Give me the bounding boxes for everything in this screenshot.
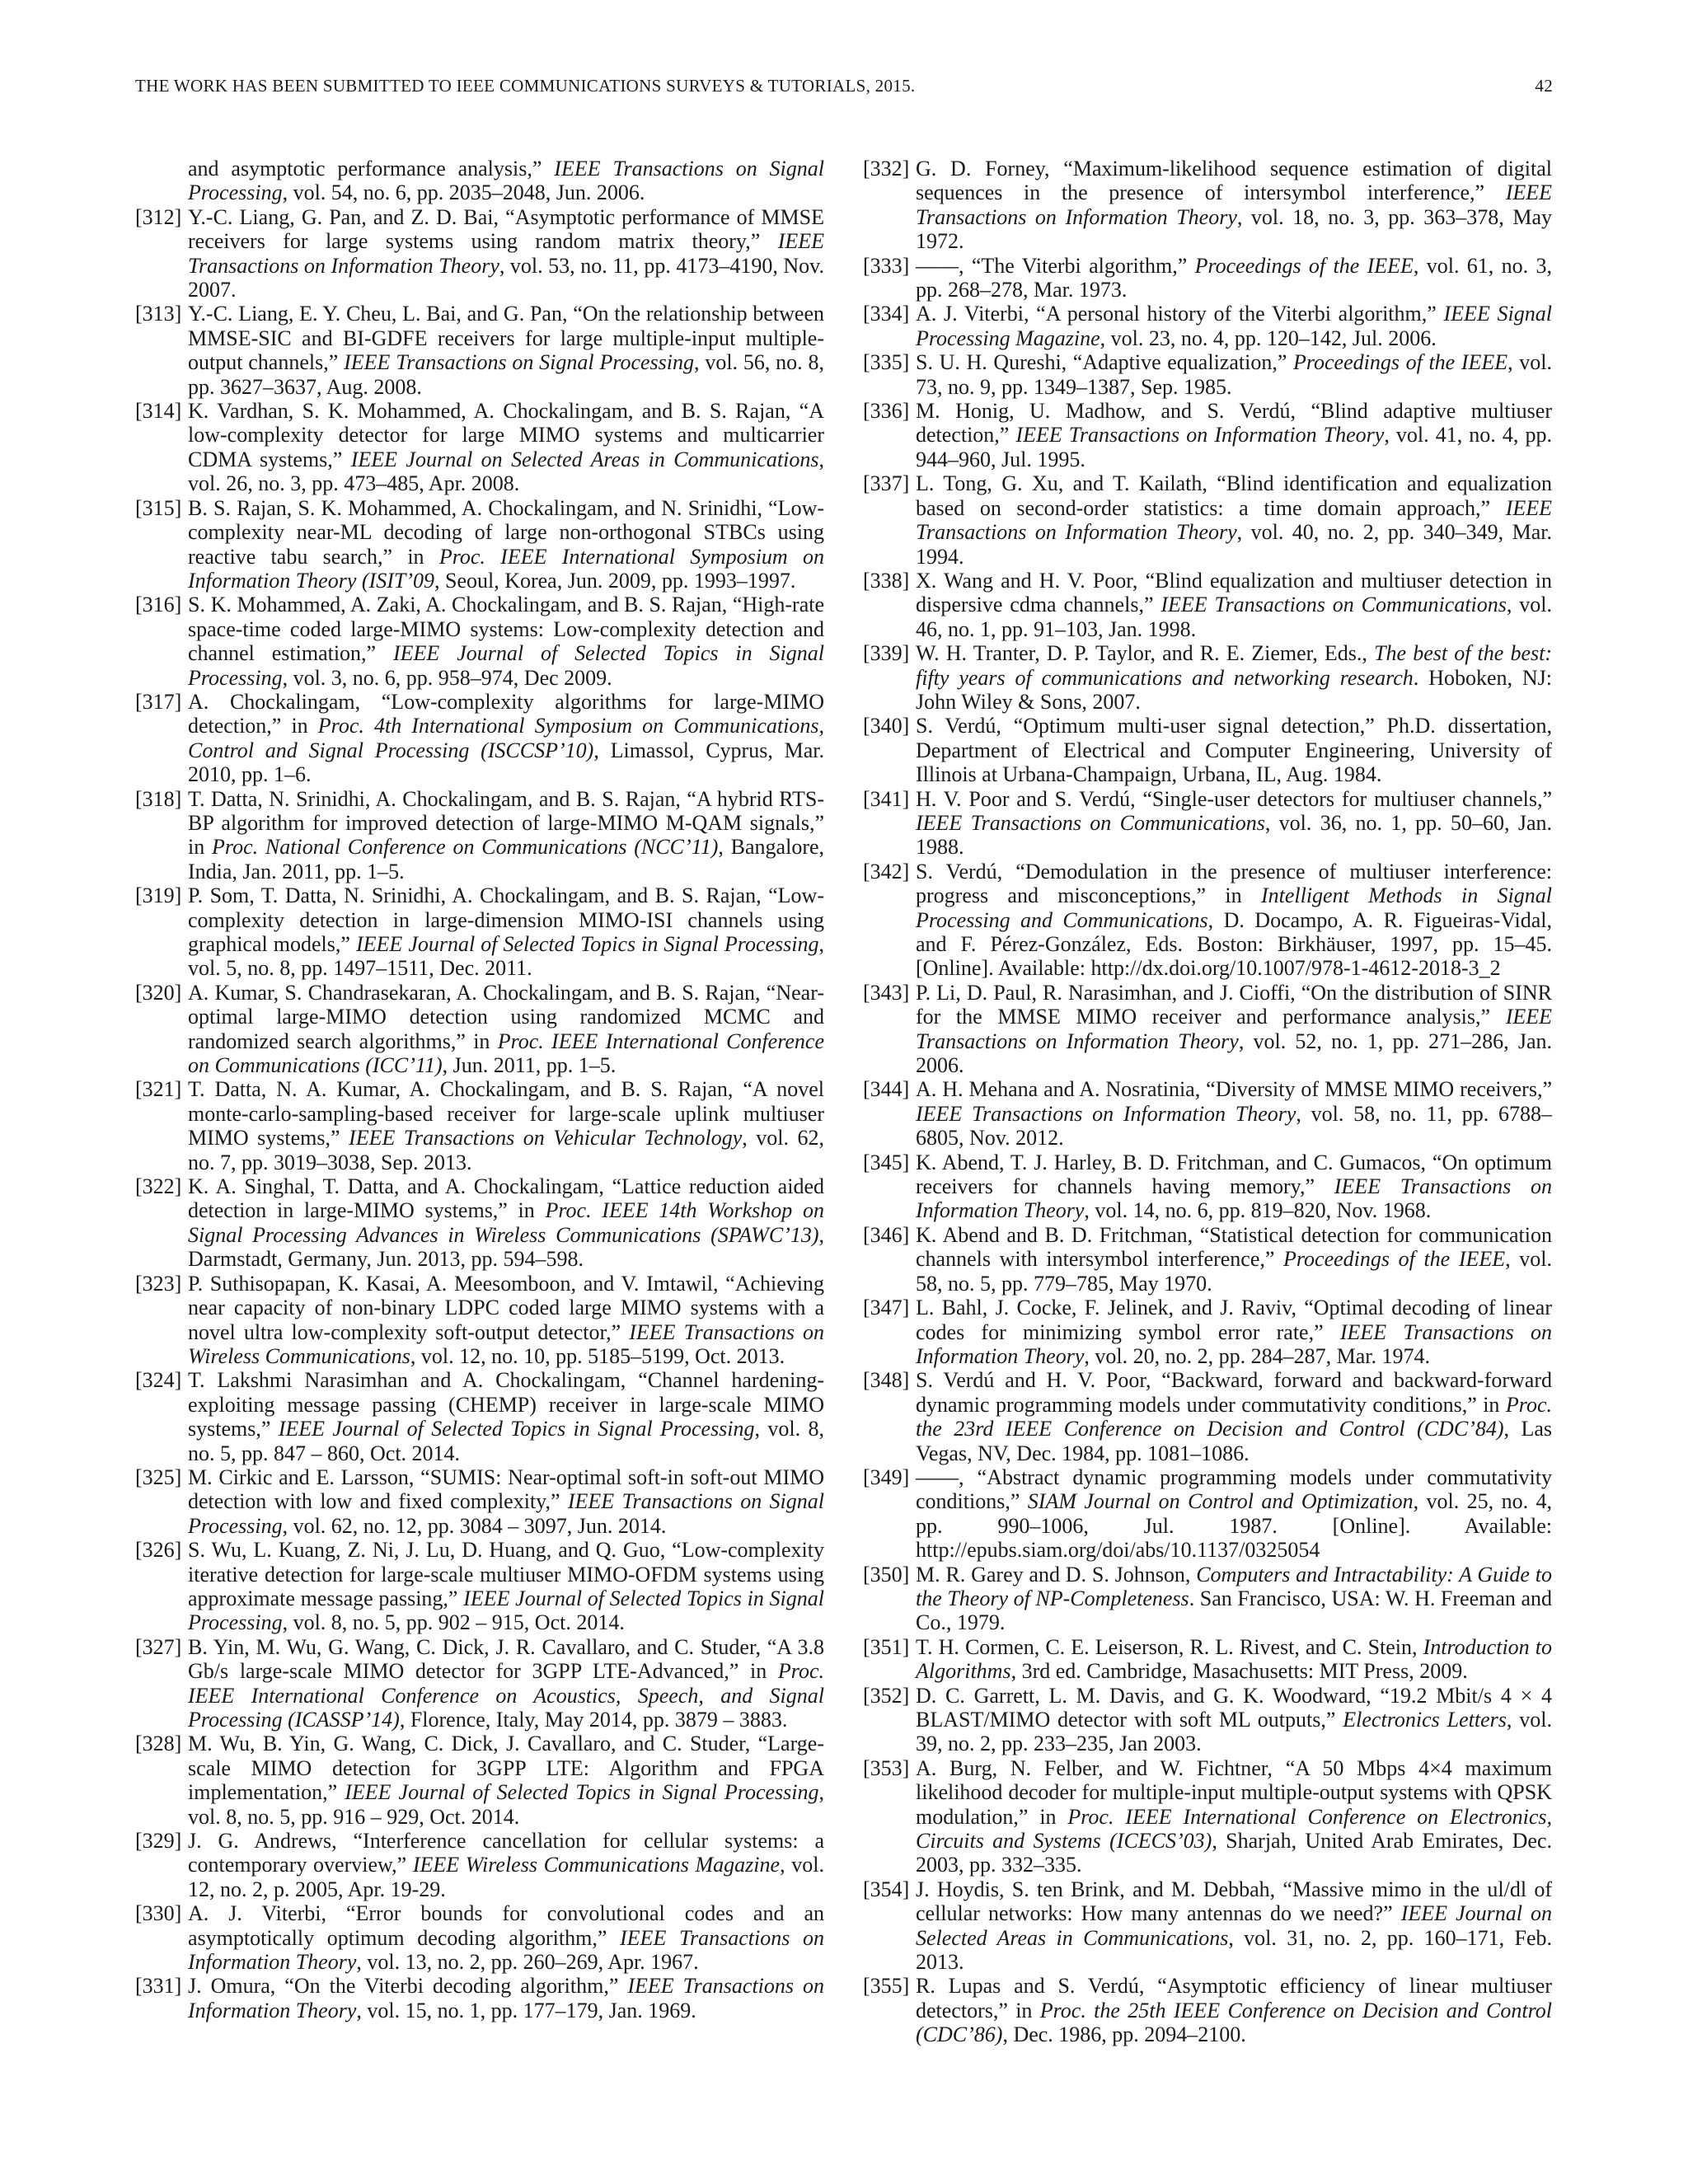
reference-entry <box>135 1829 824 1901</box>
reference-entry <box>135 1272 824 1369</box>
reference-entry <box>135 883 824 981</box>
reference-venue: Proceedings of the IEEE <box>1194 253 1414 278</box>
reference-entry <box>863 1223 1552 1296</box>
reference-venue: IEEE Transactions on Communications <box>1160 593 1507 617</box>
reference-venue: IEEE Transactions on Vehicular Technology <box>349 1126 743 1151</box>
reference-venue: The best of the best: fifty years of communications and networking research <box>916 641 1552 690</box>
reference-number: [346] <box>863 1222 910 1247</box>
reference-venue: Proc. IEEE International Symposium on Information Theory (ISIT’09 <box>188 544 824 593</box>
reference-number: [312] <box>135 204 182 229</box>
reference-text: A. Kumar, S. Chandrasekaran, A. Chockalingam, and B. S. Rajan, “Near-optimal large-MIMO detection using randomized MCMC and randomized search algorithms,” in <box>188 980 824 1053</box>
reference-text: and asymptotic performance analysis,” <box>188 157 555 180</box>
reference-entry <box>863 981 1552 1078</box>
reference-number: [345] <box>863 1150 910 1174</box>
reference-text: A. H. Mehana and A. Nosratinia, “Diversity of MMSE MIMO receivers,” <box>916 1077 1552 1102</box>
reference-venue: Proc. IEEE International Conference on Communications (ICC’11) <box>188 1029 824 1078</box>
reference-text: , vol. 61, no. 3, pp. 268–278, Mar. 1973. <box>916 253 1552 302</box>
reference-entry <box>863 399 1552 471</box>
reference-text: . San Francisco, USA: W. H. Freeman and Co., 1979. <box>916 1586 1553 1635</box>
reference-text: , vol. 46, no. 1, pp. 91–103, Jan. 1998. <box>916 593 1552 641</box>
reference-venue: Computers and Intractability: A Guide to the Theory of NP-Completeness <box>916 1562 1552 1610</box>
reference-venue: IEEE Transactions on Information Theory <box>916 1005 1552 1053</box>
reference-entry <box>135 157 824 205</box>
reference-venue: IEEE Wireless Communications Magazine <box>412 1853 781 1877</box>
reference-number: [337] <box>863 471 910 496</box>
reference-entry <box>863 1296 1552 1368</box>
reference-text: , vol. 20, no. 2, pp. 284–287, Mar. 1974. <box>1084 1343 1430 1368</box>
reference-entry <box>863 787 1552 860</box>
reference-venue: IEEE Transactions on Information Theory <box>188 1974 825 2022</box>
reference-venue: IEEE Transactions on Information Theory <box>916 1319 1553 1368</box>
reference-text: D. C. Garrett, L. M. Davis, and G. K. Woodward, “19.2 Mbit/s 4 × 4 BLAST/MIMO detector with soft ML outputs,” <box>916 1683 1552 1732</box>
reference-text: , vol. 14, no. 6, pp. 819–820, Nov. 1968. <box>1084 1198 1432 1223</box>
references-right-column <box>863 157 1552 2047</box>
reference-venue: IEEE Transactions on Communications <box>916 810 1265 835</box>
reference-text: , vol. 12, no. 2, p. 2005, Apr. 19-29. <box>188 1853 824 1901</box>
reference-text: , D. Docampo, A. R. Figueiras-Vidal, and F. Pérez-González, Eds. Boston: Birkhäuser, 1997, pp. 15–45. [Online]. Available: http://dx.doi.org/10.1007/978-1-4612-2018-3_2 <box>916 907 1552 981</box>
reference-text: ——, “Abstract dynamic programming models under commutativity conditions,” <box>916 1465 1552 1514</box>
reference-number: [338] <box>863 568 910 593</box>
reference-number: [317] <box>135 689 182 714</box>
reference-number: [314] <box>135 399 182 424</box>
reference-number: [318] <box>135 786 182 811</box>
reference-text: , Seoul, Korea, Jun. 2009, pp. 1993–1997. <box>434 568 796 593</box>
running-header <box>135 76 1553 105</box>
reference-text: P. Li, D. Paul, R. Narasimhan, and J. Cioffi, “On the distribution of SINR for the MMSE MIMO receiver and performance analysis,” <box>916 980 1552 1029</box>
reference-text: M. Wu, B. Yin, G. Wang, C. Dick, J. Cavallaro, and C. Studer, “Large-scale MIMO detection for 3GPP LTE: Algorithm and FPGA implementation,” <box>188 1732 824 1805</box>
reference-venue: IEEE Transactions on Information Theory <box>916 1101 1296 1126</box>
reference-entry <box>863 1635 1552 1684</box>
reference-text: , vol. 54, no. 6, pp. 2035–2048, Jun. 2006. <box>282 180 645 205</box>
reference-entry <box>135 1635 824 1732</box>
reference-venue: IEEE Journal of Selected Topics in Signal Processing <box>188 641 824 690</box>
reference-venue: IEEE Journal of Selected Topics in Signal Processing <box>355 932 819 956</box>
reference-venue: Intelligent Methods in Signal Processing and Communications <box>916 883 1552 932</box>
reference-number: [348] <box>863 1368 910 1393</box>
reference-venue: Proceedings of the IEEE <box>1283 1247 1506 1272</box>
reference-venue: IEEE Transactions on Signal Processing <box>188 1489 824 1538</box>
reference-venue: IEEE Transactions on Information Theory <box>916 180 1552 229</box>
reference-text: , vol. 8, no. 5, pp. 916 – 929, Oct. 2014. <box>188 1780 824 1829</box>
reference-venue: Proc. 4th International Symposium on Communications, Control and Signal Processing (ISCCSP’10) <box>188 714 824 762</box>
reference-text: W. H. Tranter, D. P. Taylor, and R. E. Ziemer, Eds., <box>916 641 1375 666</box>
reference-venue: IEEE Journal of Selected Topics in Signal Processing <box>278 1417 755 1441</box>
reference-text: Y.-C. Liang, E. Y. Cheu, L. Bai, and G. Pan, “On the relationship between MMSE-SIC and BI-GDFE receivers for large multiple-input multiple-output channels,” <box>188 302 824 375</box>
reference-text: H. V. Poor and S. Verdú, “Single-user detectors for multiuser channels,” <box>916 786 1552 811</box>
reference-venue: SIAM Journal on Control and Optimization <box>1027 1489 1414 1514</box>
reference-text: , vol. 15, no. 1, pp. 177–179, Jan. 1969. <box>356 1998 696 2022</box>
reference-venue: Proc. National Conference on Communications (NCC’11) <box>212 835 719 860</box>
reference-number: [323] <box>135 1271 182 1296</box>
reference-text: , vol. 31, no. 2, pp. 160–171, Feb. 2013. <box>916 1925 1552 1975</box>
reference-venue: IEEE Journal of Selected Topics in Signal Processing <box>188 1586 824 1635</box>
reference-text: , vol. 52, no. 1, pp. 271–286, Jan. 2006. <box>916 1029 1552 1078</box>
reference-number: [342] <box>863 859 910 883</box>
reference-entry <box>863 1151 1552 1223</box>
reference-text: , vol. 62, no. 7, pp. 3019–3038, Sep. 2013. <box>188 1126 824 1174</box>
reference-text: , vol. 73, no. 9, pp. 1349–1387, Sep. 1985. <box>916 350 1552 399</box>
reference-number: [334] <box>863 302 910 326</box>
reference-text: X. Wang and H. V. Poor, “Blind equalization and multiuser detection in dispersive cdma channels,” <box>916 568 1552 617</box>
reference-venue: IEEE Transactions on Wireless Communications <box>188 1319 825 1368</box>
reference-venue: Introduction to Algorithms <box>916 1634 1552 1684</box>
reference-entry <box>863 641 1552 714</box>
reference-text: , Bangalore, India, Jan. 2011, pp. 1–5. <box>188 835 825 883</box>
reference-venue: IEEE Journal on Selected Areas in Communications <box>916 1901 1553 1950</box>
reference-text: R. Lupas and S. Verdú, “Asymptotic efficiency of linear multiuser detectors,” in <box>916 1974 1552 2022</box>
reference-text: , Sharjah, United Arab Emirates, Dec. 2003, pp. 332–335. <box>916 1829 1552 1877</box>
reference-number: [331] <box>135 1974 182 1999</box>
reference-text: , vol. 12, no. 10, pp. 5185–5199, Oct. 2013. <box>410 1343 785 1368</box>
reference-entry <box>135 496 824 593</box>
reference-number: [343] <box>863 980 910 1005</box>
reference-text: J. Omura, “On the Viterbi decoding algorithm,” <box>188 1974 628 1999</box>
reference-venue: Electronics Letters <box>1343 1708 1507 1732</box>
reference-text: , vol. 53, no. 11, pp. 4173–4190, Nov. 2007. <box>188 253 824 302</box>
reference-entry <box>863 254 1552 302</box>
reference-entry <box>863 157 1552 254</box>
reference-number: [349] <box>863 1465 910 1489</box>
reference-text: , vol. 8, no. 5, pp. 847 – 860, Oct. 2014. <box>188 1417 824 1465</box>
reference-text: , vol. 40, no. 2, pp. 340–349, Mar. 1994. <box>916 520 1553 569</box>
reference-text: , vol. 5, no. 8, pp. 1497–1511, Dec. 2011. <box>188 932 825 981</box>
reference-text: S. Verdú, “Demodulation in the presence of multiuser interference: progress and misconceptions,” in <box>916 859 1552 908</box>
reference-text: , vol. 58, no. 5, pp. 779–785, May 1970. <box>916 1247 1552 1296</box>
reference-number: [321] <box>135 1077 182 1102</box>
reference-number: [333] <box>863 253 910 278</box>
reference-venue: Proc. the 23rd IEEE Conference on Decision and Control (CDC’84) <box>916 1392 1552 1441</box>
reference-number: [332] <box>863 157 910 180</box>
reference-text: , vol. 13, no. 2, pp. 260–269, Apr. 1967. <box>356 1950 699 1975</box>
reference-text: B. Yin, M. Wu, G. Wang, C. Dick, J. R. Cavallaro, and C. Studer, “A 3.8 Gb/s large-scale MIMO detector for 3GPP LTE-Advanced,” in <box>188 1634 824 1684</box>
reference-entry <box>863 1684 1552 1756</box>
page-number: 42 <box>1535 76 1553 96</box>
reference-venue: Proceedings of the IEEE <box>1292 350 1508 375</box>
reference-number: [313] <box>135 302 182 326</box>
reference-entry <box>863 1877 1552 1975</box>
reference-entry <box>863 1465 1552 1563</box>
reference-text: K. Abend, T. J. Harley, B. D. Fritchman, and C. Gumacos, “On optimum receivers for channels having memory,” <box>916 1150 1552 1199</box>
reference-venue: IEEE Journal on Selected Areas in Communications <box>350 447 819 471</box>
reference-entry <box>863 1974 1552 2046</box>
reference-number: [351] <box>863 1634 910 1659</box>
reference-text: S. K. Mohammed, A. Zaki, A. Chockalingam, and B. S. Rajan, “High-rate space-time coded large-MIMO systems: Low-complexity detection and channel estimation,” <box>188 593 824 666</box>
reference-venue: IEEE Transactions on Information Theory <box>916 495 1552 545</box>
reference-venue: IEEE Transactions on Information Theory <box>916 1174 1552 1223</box>
reference-text: , vol. 36, no. 1, pp. 50–60, Jan. 1988. <box>916 810 1552 860</box>
reference-text: , Dec. 1986, pp. 2094–2100. <box>1002 2022 1246 2047</box>
reference-number: [336] <box>863 399 910 424</box>
reference-entry <box>135 1174 824 1272</box>
reference-venue: Proc. IEEE International Conference on Acoustics, Speech, and Signal Processing (ICASSP’14) <box>188 1659 824 1732</box>
reference-number: [326] <box>135 1538 182 1563</box>
reference-venue: IEEE Transactions on Signal Processing <box>188 157 825 205</box>
reference-venue: Proc. the 25th IEEE Conference on Decision and Control (CDC’86) <box>916 1998 1552 2047</box>
reference-text: K. Vardhan, S. K. Mohammed, A. Chockalingam, and B. S. Rajan, “A low-complexity detector for large MIMO systems and multicarrier CDMA systems,” <box>188 399 824 471</box>
reference-text: T. H. Cormen, C. E. Leiserson, R. L. Rivest, and C. Stein, <box>916 1634 1423 1659</box>
reference-venue: Proc. IEEE International Conference on Electronics, Circuits and Systems (ICECS’03) <box>916 1804 1553 1854</box>
reference-text: , vol. 18, no. 3, pp. 363–378, May 1972. <box>916 204 1552 254</box>
reference-number: [339] <box>863 641 910 666</box>
reference-text: K. A. Singhal, T. Datta, and A. Chockalingam, “Lattice reduction aided detection in large-MIMO systems,” in <box>188 1174 824 1223</box>
reference-venue: IEEE Transactions on Information Theory <box>188 229 824 278</box>
reference-text: . Hoboken, NJ: John Wiley & Sons, 2007. <box>916 665 1552 714</box>
reference-text: , vol. 3, no. 6, pp. 958–974, Dec 2009. <box>282 665 612 690</box>
journal-header-title: THE WORK HAS BEEN SUBMITTED TO IEEE COMMUNICATIONS SURVEYS & TUTORIALS, 2015. <box>135 76 916 96</box>
reference-text: , vol. 56, no. 8, pp. 3627–3637, Aug. 2008. <box>188 350 824 399</box>
reference-entry <box>135 787 824 884</box>
reference-number: [355] <box>863 1974 910 1999</box>
reference-number: [341] <box>863 786 910 811</box>
reference-entry <box>863 860 1552 981</box>
reference-text: , Jun. 2011, pp. 1–5. <box>442 1053 617 1078</box>
reference-entry <box>135 1465 824 1538</box>
reference-text: T. Datta, N. Srinidhi, A. Chockalingam, and B. S. Rajan, “A hybrid RTS-BP algorithm for improved detection of large-MIMO M-QAM signals,” in <box>188 786 824 860</box>
reference-text: T. Datta, N. A. Kumar, A. Chockalingam, and B. S. Rajan, “A novel monte-carlo-sampling-based receiver for large-scale uplink multiuser MIMO systems,” <box>188 1077 824 1151</box>
reference-number: [322] <box>135 1174 182 1199</box>
reference-text: , vol. 25, no. 4, pp. 990–1006, Jul. 1987. [Online]. Available: http://epubs.siam.org/doi/abs/10.1137/0325054 <box>916 1489 1552 1563</box>
reference-number: [328] <box>135 1732 182 1756</box>
reference-number: [347] <box>863 1296 910 1320</box>
reference-text: K. Abend and B. D. Fritchman, “Statistical detection for communication channels with intersymbol interference,” <box>916 1222 1552 1272</box>
reference-text: , Florence, Italy, May 2014, pp. 3879 – 3883. <box>399 1708 788 1732</box>
reference-entry <box>135 1901 824 1974</box>
reference-entry <box>863 471 1552 569</box>
reference-text: , vol. 26, no. 3, pp. 473–485, Apr. 2008. <box>188 447 824 496</box>
reference-text: P. Som, T. Datta, N. Srinidhi, A. Chockalingam, and B. S. Rajan, “Low-complexity detection in large-dimension MIMO-ISI channels using graphical models,” <box>188 883 824 956</box>
reference-text: J. G. Andrews, “Interference cancellation for cellular systems: a contemporary overview,” <box>188 1829 824 1877</box>
references-left-column <box>135 157 824 2022</box>
reference-entry <box>135 205 824 302</box>
reference-number: [319] <box>135 883 182 908</box>
reference-entry <box>863 714 1552 786</box>
reference-text: P. Suthisopapan, K. Kasai, A. Meesomboon, and V. Imtawil, “Achieving near capacity of non-binary LDPC coded large MIMO systems with a novel ultra low-complexity soft-output detector,” <box>188 1271 824 1344</box>
reference-number: [352] <box>863 1683 910 1708</box>
reference-venue: IEEE Journal of Selected Topics in Signal Processing <box>345 1780 819 1805</box>
reference-number: [340] <box>863 714 910 738</box>
reference-text: S. U. H. Qureshi, “Adaptive equalization,” <box>916 350 1293 375</box>
reference-entry <box>863 1756 1552 1877</box>
reference-text: , Limassol, Cyprus, Mar. 2010, pp. 1–6. <box>188 738 824 787</box>
reference-number: [330] <box>135 1901 182 1926</box>
reference-text: S. Wu, L. Kuang, Z. Ni, J. Lu, D. Huang, and Q. Guo, “Low-complexity iterative detection for large-scale multiuser MIMO-OFDM systems using approximate message passing,” <box>188 1538 824 1610</box>
reference-text: A. J. Viterbi, “Error bounds for convolutional codes and an asymptotically optimum decoding algorithm,” <box>188 1901 824 1950</box>
reference-entry <box>135 690 824 787</box>
reference-number: [324] <box>135 1368 182 1393</box>
reference-text: , Darmstadt, Germany, Jun. 2013, pp. 594–598. <box>188 1222 824 1272</box>
reference-venue: Proc. IEEE 14th Workshop on Signal Processing Advances in Wireless Communications (SPAWC’13) <box>188 1198 824 1247</box>
reference-text: A. Chockalingam, “Low-complexity algorithms for large-MIMO detection,” in <box>188 689 824 738</box>
reference-venue: IEEE Transactions on Information Theory <box>188 1925 824 1975</box>
reference-text: M. Honig, U. Madhow, and S. Verdú, “Blind adaptive multiuser detection,” <box>916 399 1552 448</box>
reference-text: , vol. 62, no. 12, pp. 3084 – 3097, Jun. 2014. <box>282 1513 667 1538</box>
reference-text: A. Burg, N. Felber, and W. Fichtner, “A 50 Mbps 4×4 maximum likelihood decoder for multiple-input multiple-output systems with QPSK modulation,” in <box>916 1755 1552 1829</box>
reference-entry <box>135 1538 824 1635</box>
reference-entry <box>863 1077 1552 1150</box>
reference-number: [327] <box>135 1634 182 1659</box>
reference-entry <box>135 593 824 690</box>
reference-entry <box>863 569 1552 641</box>
reference-number: [316] <box>135 593 182 617</box>
reference-text: S. Verdú and H. V. Poor, “Backward, forward and backward-forward dynamic programming models under commutativity conditions,” in <box>916 1368 1552 1417</box>
reference-text: M. Cirkic and E. Larsson, “SUMIS: Near-optimal soft-in soft-out MIMO detection with low and fixed complexity,” <box>188 1465 824 1514</box>
reference-entry <box>135 399 824 496</box>
reference-entry <box>863 302 1552 350</box>
reference-text: G. D. Forney, “Maximum-likelihood sequence estimation of digital sequences in the presence of intersymbol interference,” <box>916 157 1552 205</box>
reference-entry <box>135 1732 824 1829</box>
reference-number: [353] <box>863 1755 910 1780</box>
reference-text: A. J. Viterbi, “A personal history of the Viterbi algorithm,” <box>916 302 1444 326</box>
reference-text: , Las Vegas, NV, Dec. 1984, pp. 1081–1086. <box>916 1417 1552 1465</box>
reference-number: [315] <box>135 495 182 520</box>
reference-venue: IEEE Transactions on Information Theory <box>1015 423 1385 448</box>
reference-text: , vol. 41, no. 4, pp. 944–960, Jul. 1995. <box>916 423 1552 471</box>
reference-entry <box>135 981 824 1078</box>
reference-number: [344] <box>863 1077 910 1102</box>
reference-venue: IEEE Signal Processing Magazine <box>916 302 1552 350</box>
reference-text: , vol. 39, no. 2, pp. 233–235, Jan 2003. <box>916 1708 1552 1756</box>
reference-entry <box>863 1368 1552 1465</box>
reference-text: L. Bahl, J. Cocke, F. Jelinek, and J. Raviv, “Optimal decoding of linear codes for minimizing symbol error rate,” <box>916 1296 1552 1344</box>
reference-text: , vol. 8, no. 5, pp. 902 – 915, Oct. 2014. <box>282 1610 625 1635</box>
reference-text: Y.-C. Liang, G. Pan, and Z. D. Bai, “Asymptotic performance of MMSE receivers for large systems using random matrix theory,” <box>188 204 824 254</box>
reference-number: [329] <box>135 1829 182 1854</box>
reference-entry <box>135 302 824 399</box>
reference-text: M. R. Garey and D. S. Johnson, <box>916 1562 1197 1586</box>
reference-entry <box>863 350 1552 399</box>
reference-entry <box>863 1563 1552 1635</box>
reference-text: B. S. Rajan, S. K. Mohammed, A. Chockalingam, and N. Srinidhi, “Low-complexity near-ML decoding of large non-orthogonal STBCs using reactive tabu search,” in <box>188 495 824 569</box>
reference-text: L. Tong, G. Xu, and T. Kailath, “Blind identification and equalization based on second-order statistics: a time domain approach,” <box>916 471 1552 520</box>
reference-number: [350] <box>863 1562 910 1586</box>
reference-text: , vol. 23, no. 4, pp. 120–142, Jul. 2006. <box>1100 326 1437 350</box>
reference-number: [320] <box>135 980 182 1005</box>
reference-text: S. Verdú, “Optimum multi-user signal detection,” Ph.D. dissertation, Department of Electrical and Computer Engineering, University of Illinois at Urbana-Champaign, Urbana, IL, Aug. 1984. <box>916 714 1552 787</box>
reference-venue: IEEE Transactions on Signal Processing <box>344 350 695 375</box>
reference-entry <box>135 1974 824 2022</box>
reference-text: , 3rd ed. Cambridge, Masachusetts: MIT Press, 2009. <box>1010 1659 1468 1684</box>
reference-number: [354] <box>863 1877 910 1901</box>
reference-entry <box>135 1077 824 1174</box>
reference-text: ——, “The Viterbi algorithm,” <box>916 253 1195 278</box>
reference-number: [335] <box>863 350 910 375</box>
reference-entry <box>135 1368 824 1465</box>
reference-text: T. Lakshmi Narasimhan and A. Chockalingam, “Channel hardening-exploiting message passing (CHEMP) receiver in large-scale MIMO systems,” <box>188 1368 824 1441</box>
reference-number: [325] <box>135 1465 182 1489</box>
reference-text: J. Hoydis, S. ten Brink, and M. Debbah, “Massive mimo in the ul/dl of cellular networks: How many antennas do we need?” <box>916 1877 1552 1926</box>
reference-text: , vol. 58, no. 11, pp. 6788–6805, Nov. 2012. <box>916 1101 1552 1151</box>
